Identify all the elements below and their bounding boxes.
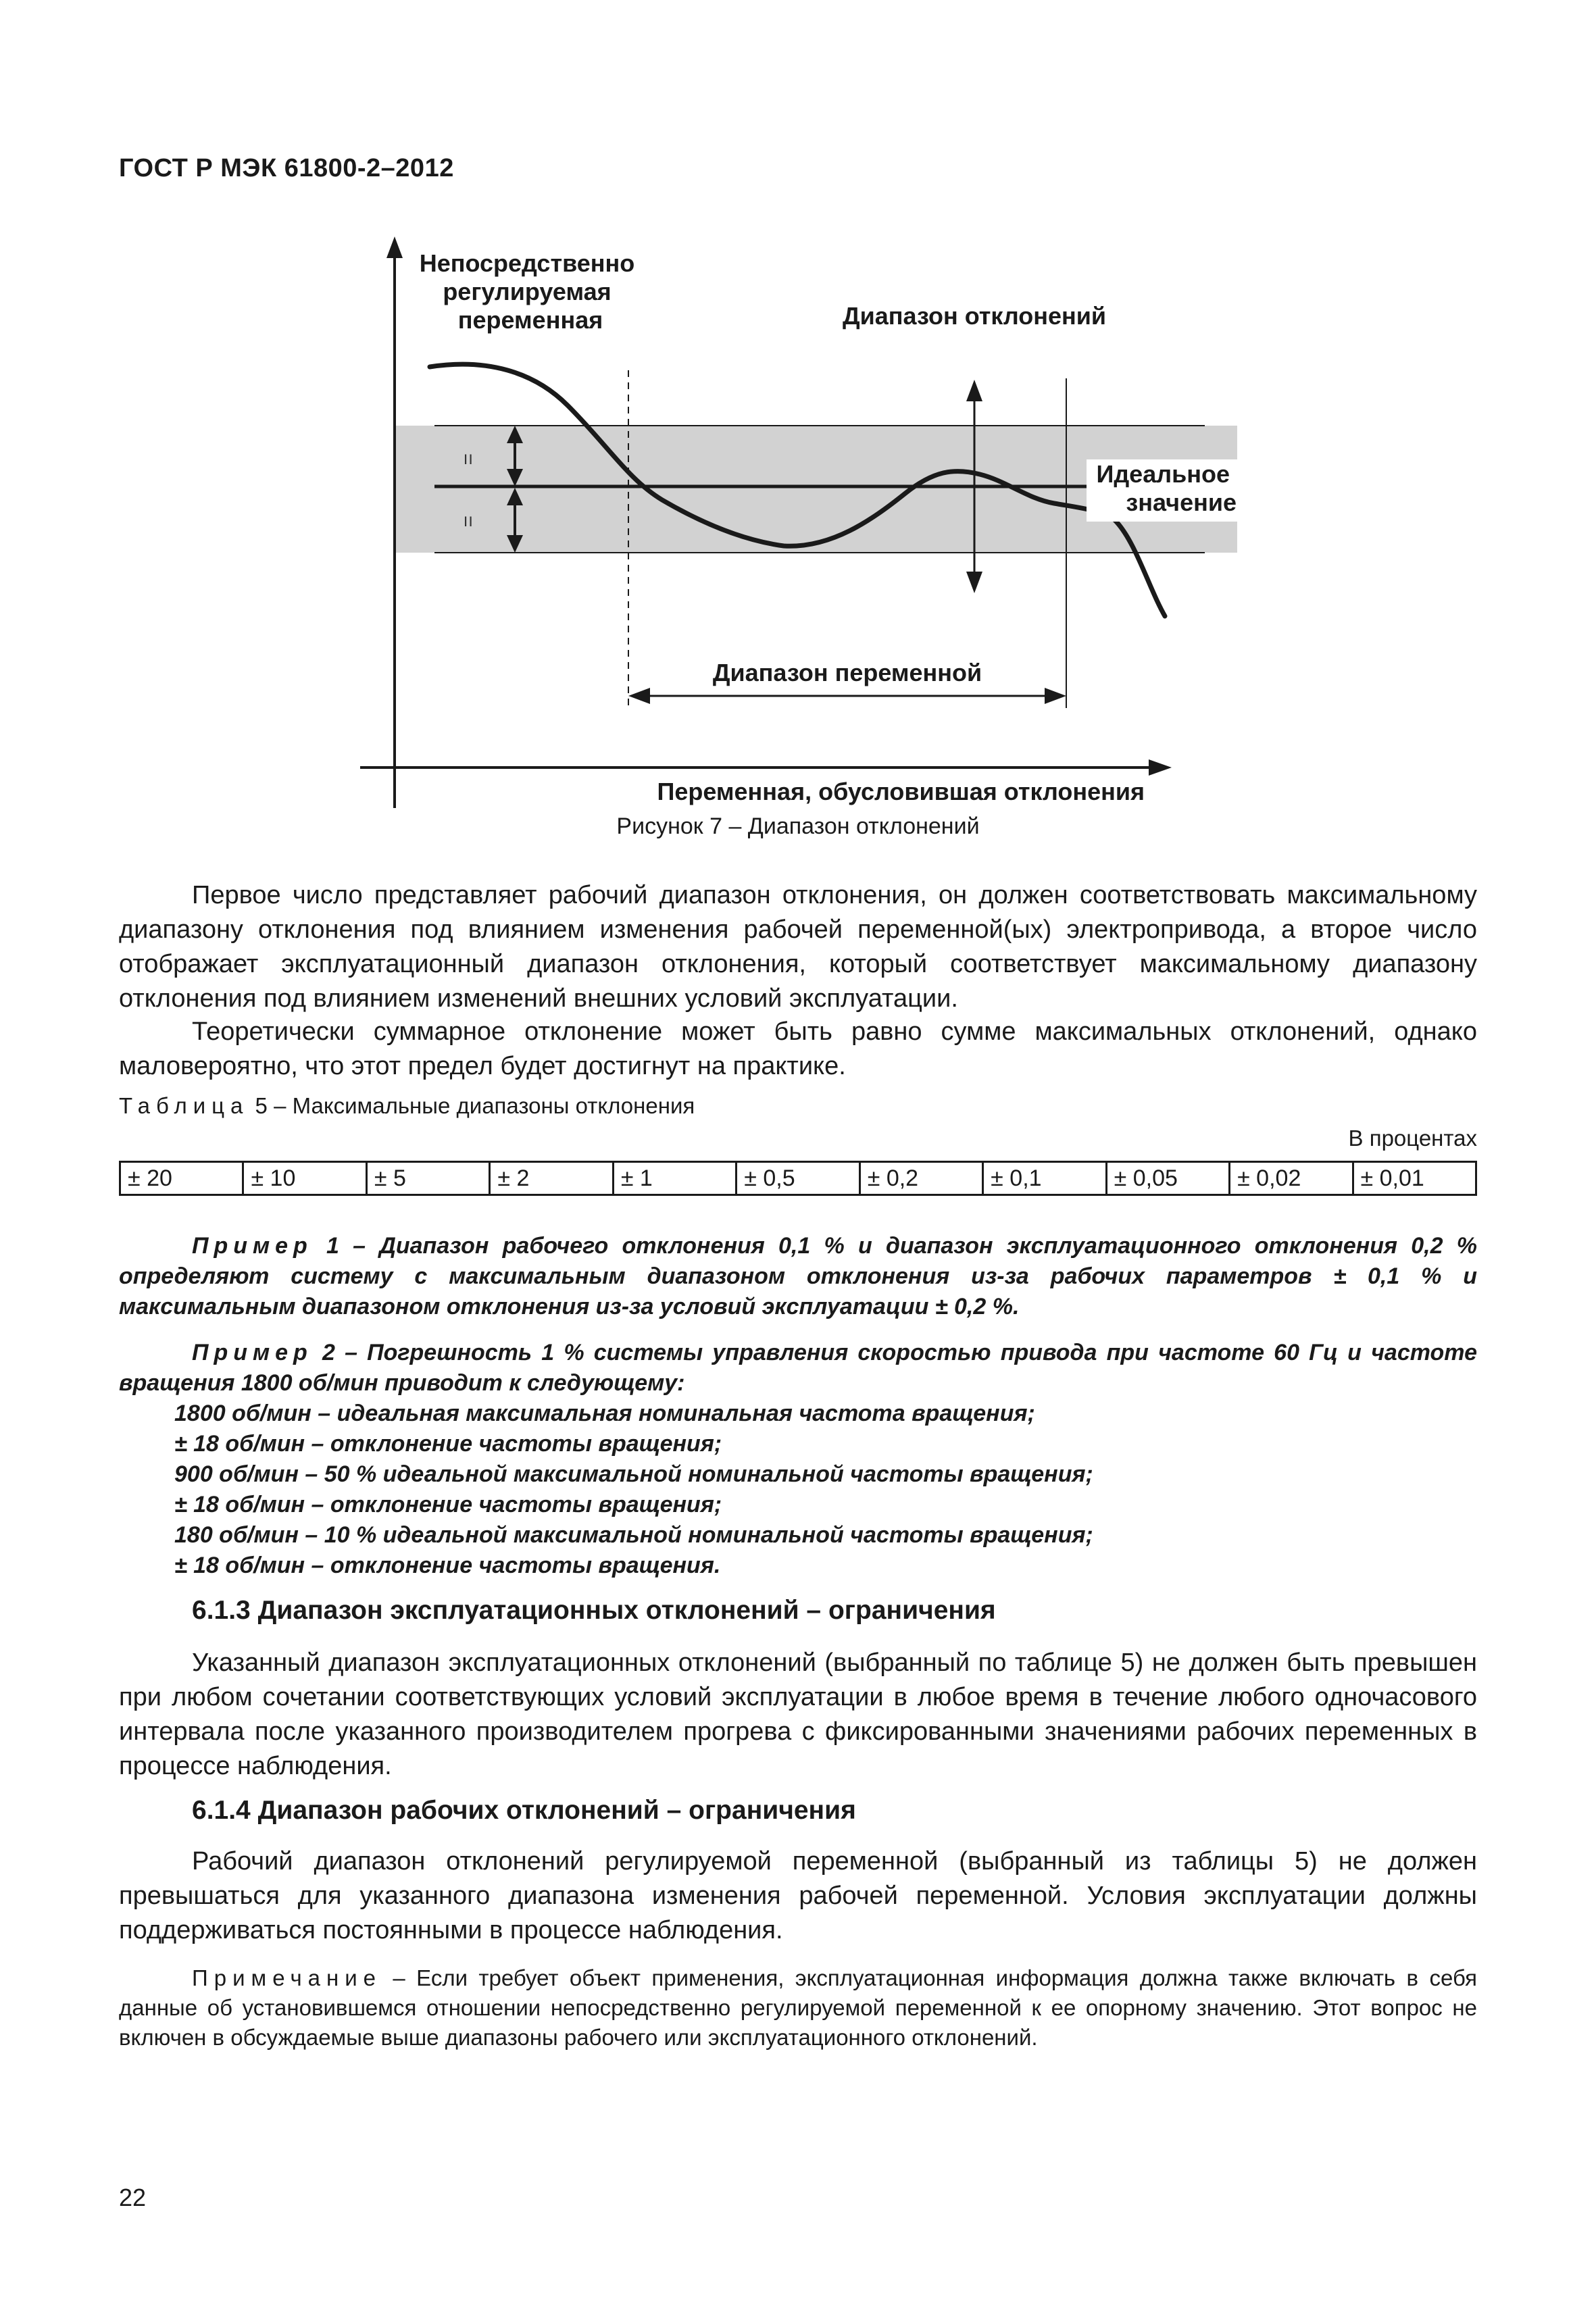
table-caption <box>119 1093 695 1119</box>
example-2-line: ± 18 об/мин – отклонение частоты вращения. <box>174 1553 721 1578</box>
deviation-range-arrow-top <box>966 380 982 401</box>
note-label: Примечание <box>192 1965 382 1990</box>
table-cell: ± 0,01 <box>1353 1162 1476 1195</box>
example-2-text: 2 – Погрешность 1 % системы управления скоростью привода при частоте 60 Гц и частоте вращения 1800 об/мин приводит к следующему: <box>119 1340 1477 1396</box>
example-2-line: 1800 об/мин – идеальная максимальная номинальная частота вращения; <box>174 1401 1035 1426</box>
section-6-1-3-heading: 6.1.3 Диапазон эксплуатационных отклонений – ограничения <box>192 1596 996 1625</box>
table-cell: ± 20 <box>120 1162 243 1195</box>
max-deviation-table <box>119 1161 1477 1196</box>
section-6-1-4-text: Рабочий диапазон отклонений регулируемой переменной (выбранный из таблицы 5) не должен превышаться для указанного диапазона изменения рабочей переменной. Условия эксплуатации должны поддерживаться постоянными в процессе наблюдения. <box>119 1847 1477 1944</box>
example-2-line: ± 18 об/мин – отклонение частоты вращения; <box>174 1431 722 1457</box>
example-2-line: 900 об/мин – 50 % идеальной максимальной номинальной частоты вращения; <box>174 1461 1093 1487</box>
deviation-range-arrow-bottom <box>966 572 982 593</box>
variable-range-arrow-left <box>628 688 650 704</box>
example-1-text: 1 – Диапазон рабочего отклонения 0,1 % и диапазон эксплуатационного отклонения 0,2 % определяют систему с максимальным диапазоном отклонения из-за рабочих параметров ± 0,1 % и максимальным диапазоном отклонения из-за условий эксплуатации ± 0,2 %. <box>119 1233 1477 1319</box>
deviation-range-label: Диапазон отклонений <box>842 302 1107 330</box>
table-caption-prefix: Таблица <box>119 1093 249 1118</box>
example-2 <box>119 1338 1477 1581</box>
deviation-range-figure <box>0 0 1596 851</box>
x-axis-label: Переменная, обусловившая отклонения <box>657 778 1145 805</box>
section-6-1-3-text: Указанный диапазон эксплуатационных отклонений (выбранный по таблице 5) не должен быть превышен при любом сочетании соответствующих условий эксплуатации в любое время в течение любого одночасового интервала после указанного производителем прогрева с фиксированными значениями рабочих переменных в процессе наблюдения. <box>119 1649 1477 1780</box>
table-cell: ± 1 <box>613 1162 736 1195</box>
variable-range-arrow-right <box>1045 688 1066 704</box>
table-cell: ± 0,2 <box>859 1162 982 1195</box>
y-axis-label: Непосредственно регулируемая переменная <box>419 249 635 334</box>
document-code-header: ГОСТ Р МЭК 61800-2–2012 <box>119 154 454 182</box>
paragraph-first-number: Первое число представляет рабочий диапазон отклонения, он должен соответствовать максимальному диапазону отклонения под влиянием изменения рабочей переменной(ых) электропривода, а второе число отображает эксплуатационный диапазон отклонения, который соответствует максимальному диапазону отклонения под влиянием изменений внешних условий эксплуатации. <box>119 881 1477 1013</box>
page-number: 22 <box>119 2184 147 2211</box>
table-cell: ± 0,5 <box>737 1162 859 1195</box>
table-cell: ± 0,1 <box>983 1162 1106 1195</box>
paragraph-theoretical-sum: Теоретически суммарное отклонение может быть равно сумме максимальных отклонений, однако маловероятно, что этот предел будет достигнут на практике. <box>119 1017 1477 1080</box>
table-row <box>120 1162 1476 1195</box>
equal-mark-lower: = <box>457 515 479 528</box>
example-1-label: Пример <box>192 1233 313 1259</box>
figure-caption: Рисунок 7 – Диапазон отклонений <box>616 813 980 839</box>
table-cell: ± 0,02 <box>1230 1162 1353 1195</box>
variable-range-label: Диапазон переменной <box>712 659 982 686</box>
note <box>119 1963 1477 2053</box>
table-cell: ± 10 <box>243 1162 366 1195</box>
example-1 <box>119 1231 1477 1322</box>
section-6-1-4-heading: 6.1.4 Диапазон рабочих отклонений – ограничения <box>192 1796 856 1825</box>
table-caption-rest: 5 – Максимальные диапазоны отклонения <box>249 1093 695 1118</box>
example-2-line: ± 18 об/мин – отклонение частоты вращения; <box>174 1492 722 1517</box>
example-2-label: Пример <box>192 1340 313 1365</box>
table-cell: ± 2 <box>490 1162 613 1195</box>
ideal-value-label: Идеальное значение <box>1096 460 1237 516</box>
table-unit: В процентах <box>1348 1126 1477 1151</box>
x-axis-arrow <box>1149 759 1172 776</box>
y-axis-arrow <box>386 236 403 258</box>
table-cell: ± 5 <box>366 1162 489 1195</box>
example-2-line: 180 об/мин – 10 % идеальной максимальной номинальной частоты вращения; <box>174 1522 1093 1548</box>
table-cell: ± 0,05 <box>1106 1162 1229 1195</box>
note-text: – Если требует объект применения, эксплуатационная информация должна также включать в себя данные об установившемся отношении непосредственно регулируемой переменной к ее опорному значению. Этот вопрос не включен в обсуждаемые выше диапазоны рабочего или эксплуатационного отклонений. <box>119 1965 1477 2050</box>
equal-mark-upper: = <box>457 453 479 466</box>
